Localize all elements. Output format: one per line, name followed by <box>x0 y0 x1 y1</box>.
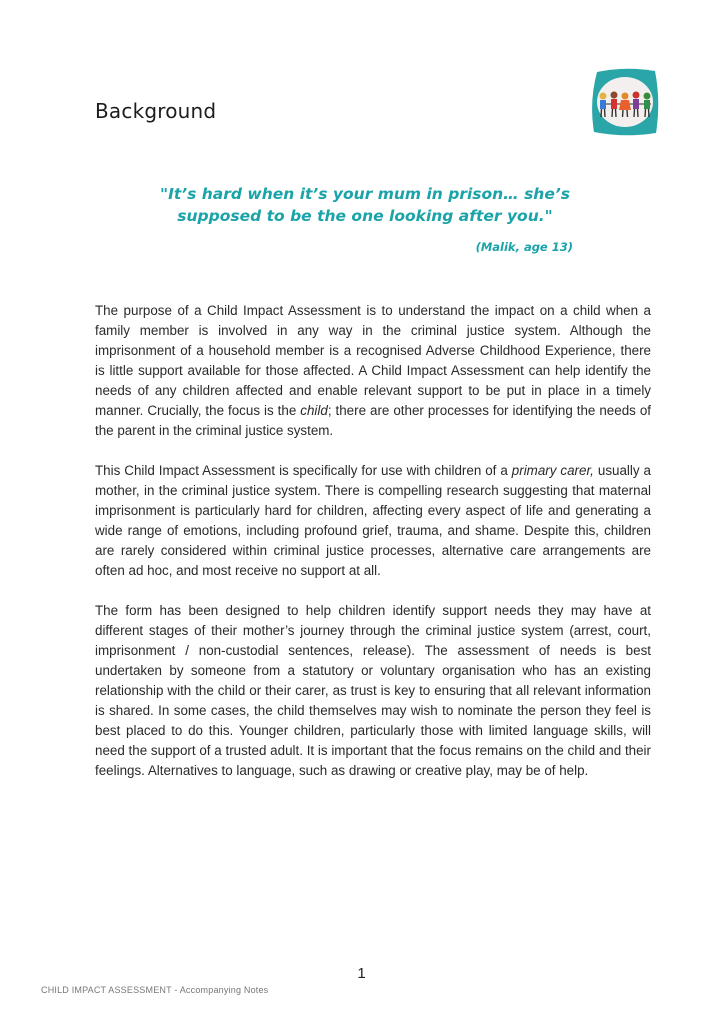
quote-attribution: (Malik, age 13) <box>475 240 573 254</box>
paragraph-primary-carer <box>95 461 651 581</box>
body-text <box>95 301 651 801</box>
paragraph-primary-carer-emphasis: primary carer, <box>511 463 594 478</box>
quote-line-1: "It’s hard when it’s your mum in prison… she’s <box>160 185 570 203</box>
paragraph-form-design: The form has been designed to help children identify support needs they may have at different stages of their mother’s journey through the criminal justice system (arrest, court, imprisonment / non-custodial sentences, release). The assessment of needs is best undertaken by someone from a statutory or voluntary organisation who has an existing relationship with the child or their carer, as trust is key to ensuring that all relevant information is shared. In some cases, the child themselves may wish to nominate the person they feel is best placed to do this. Younger children, particularly those with limited language skills, will need the support of a trusted adult. It is important that the focus remains on the child and their feelings. Alternatives to language, such as drawing or creative play, may be of help. <box>95 603 651 778</box>
child-quote <box>130 183 600 227</box>
paragraph-purpose-text-2: ; there are other processes for identifying the needs of the parent in the criminal justice system. <box>95 403 651 438</box>
page-heading: Background <box>95 99 217 123</box>
children-holding-hands-logo <box>589 66 661 138</box>
paragraph-purpose-emphasis: child <box>300 403 328 418</box>
footer-text: CHILD IMPACT ASSESSMENT - Accompanying Notes <box>41 985 269 995</box>
paragraph-primary-carer-text-2: usually a mother, in the criminal justice system. There is compelling research suggesting that maternal imprisonment is particularly hard for children, affecting every aspect of life and generating a wide range of emotions, including profound grief, trauma, and shame. Despite this, children are rarely considered within criminal justice processes, alternative care arrangements are often ad hoc, and most receive no support at all. <box>95 463 651 578</box>
paragraph-purpose <box>95 301 651 441</box>
paragraph-purpose-text-1: The purpose of a Child Impact Assessment is to understand the impact on a child when a family member is involved in any way in the criminal justice system. Although the imprisonment of a household member is a recognised Adverse Childhood Experience, there is little support available for those affected. A Child Impact Assessment can help identify the needs of any children affected and enable relevant support to be put in place in a timely manner. Crucially, the focus is the <box>95 303 651 418</box>
children-holding-hands-icon <box>589 66 661 138</box>
quote-line-2: supposed to be the one looking after you." <box>177 207 553 225</box>
paragraph-primary-carer-text-1: This Child Impact Assessment is specifically for use with children of a <box>95 463 512 478</box>
page-number: 1 <box>357 965 366 982</box>
